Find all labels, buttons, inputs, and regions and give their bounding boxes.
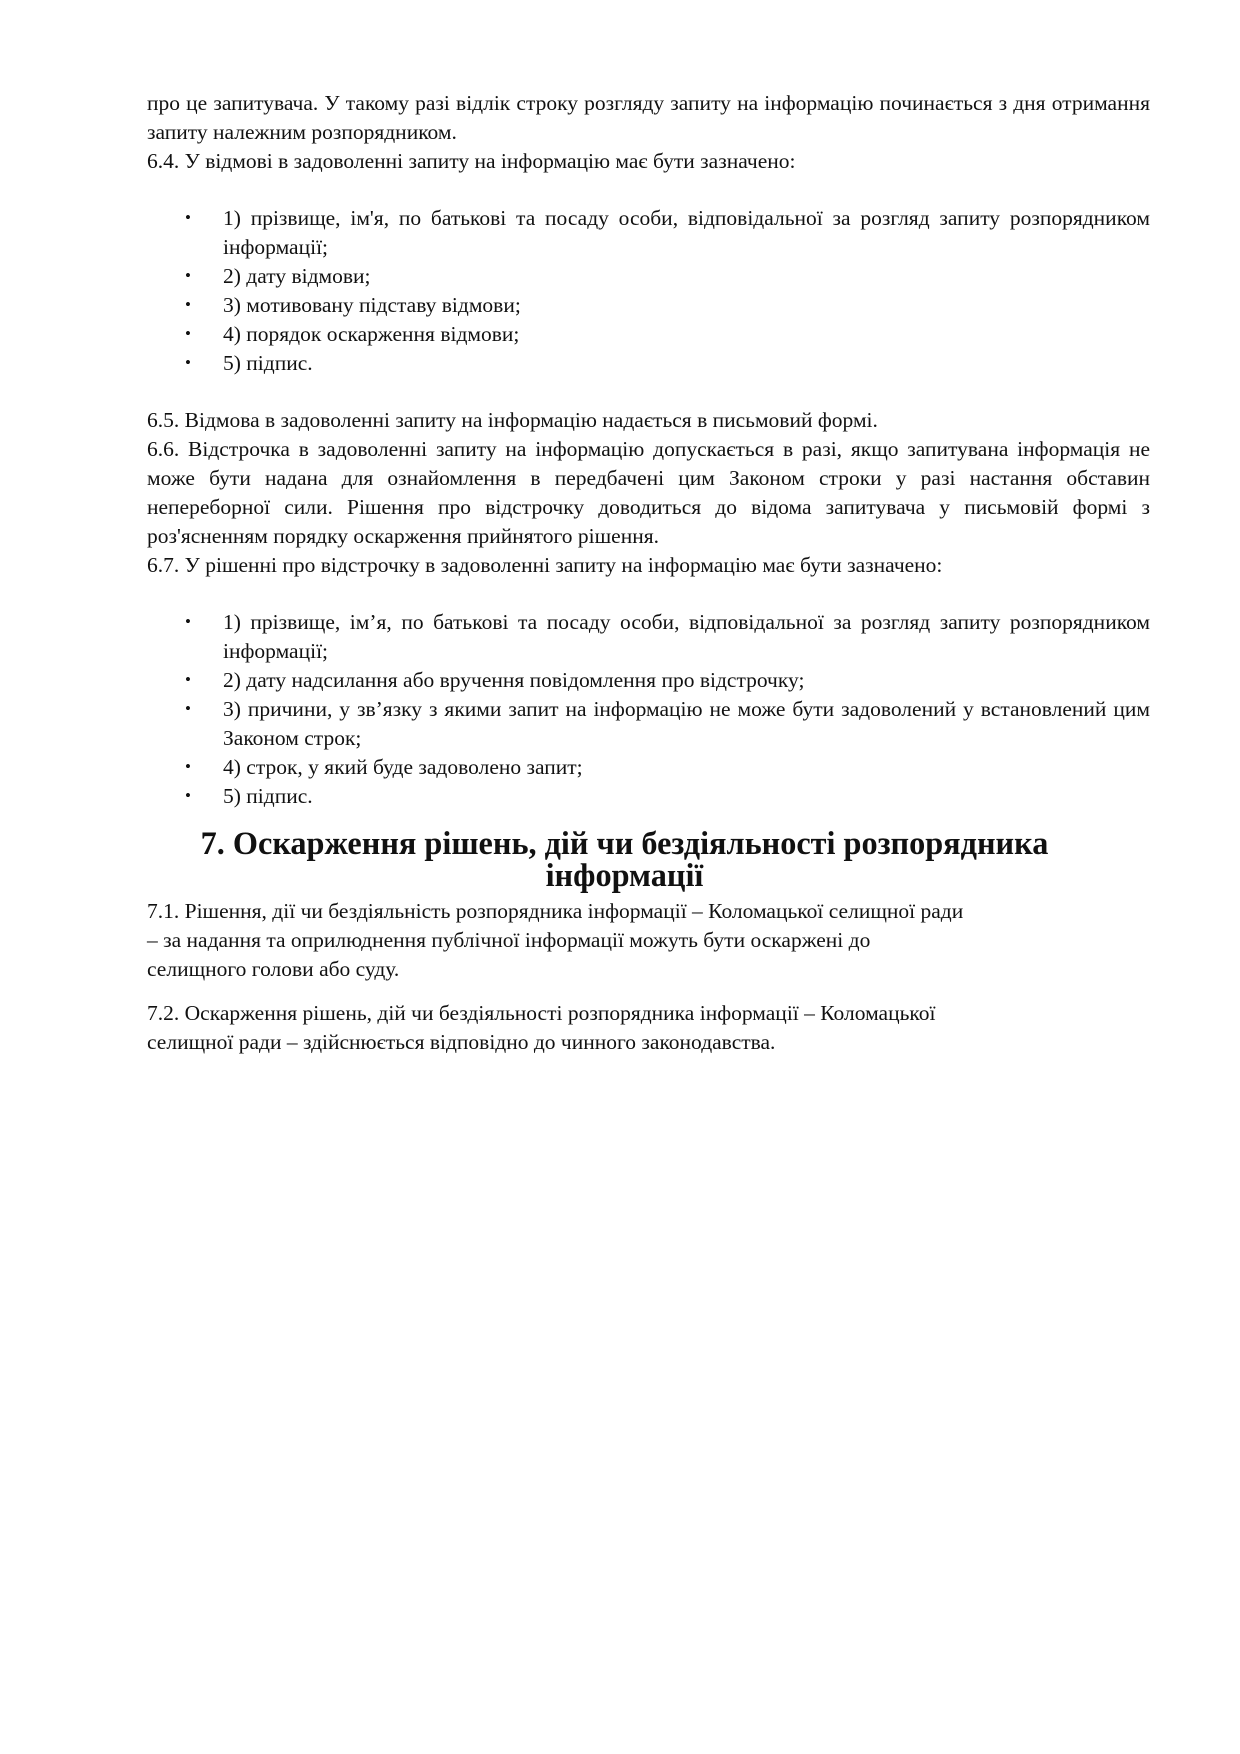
- list-item: • 1) прізвище, ім’я, по батькові та посаду особи, відповідальної за розгляд запиту розпорядником інформації;: [185, 610, 1150, 663]
- list-item: • 5) підпис.: [147, 349, 1150, 378]
- bullet-icon: •: [185, 756, 191, 776]
- bullet-icon: •: [185, 208, 191, 228]
- spacer: [147, 580, 1150, 609]
- list-item: • 4) строк, у який буде задоволено запит;: [147, 753, 1150, 782]
- deferral-requirements-list: [147, 608, 1150, 810]
- bullet-icon: •: [185, 323, 191, 343]
- section-7-heading: 7. Оскарження рішень, дій чи бездіяльності розпорядника інформації: [200, 825, 1049, 894]
- bullet-icon: •: [185, 266, 191, 286]
- document-page: [147, 89, 1150, 1057]
- section-7-2-paragraph: 7.2. Оскарження рішень, дій чи бездіяльності розпорядника інформації – Коломацької селищної ради – здійснюється відповідно до чинного законодавства.: [147, 1001, 936, 1055]
- section-6-5-paragraph: 6.5. Відмова в задоволенні запиту на інформацію надається в письмовий формі.: [147, 408, 878, 433]
- bullet-icon: •: [185, 669, 191, 689]
- spacer: [147, 378, 1150, 407]
- list-item: • 1) прізвище, ім'я, по батькові та посаду особи, відповідальної за розгляд запиту розпорядником інформації;: [185, 206, 1150, 260]
- bullet-icon: •: [185, 612, 191, 632]
- list-item: • 2) дату надсилання або вручення повідомлення про відстрочку;: [147, 666, 1150, 695]
- bullet-icon: •: [185, 294, 191, 314]
- refusal-requirements-list: [147, 204, 1150, 377]
- bullet-icon: •: [185, 698, 191, 718]
- section-6-4-paragraph: 6.4. У відмові в задоволенні запиту на інформацію має бути зазначено:: [147, 148, 796, 173]
- list-item: • 5) підпис.: [147, 782, 1150, 811]
- list-item: • 4) порядок оскарження відмови;: [147, 320, 1150, 349]
- spacer: [147, 176, 1150, 205]
- spacer: [147, 810, 1150, 825]
- section-6-7-paragraph: 6.7. У рішенні про відстрочку в задоволенні запиту на інформацію має бути зазначено:: [147, 552, 943, 577]
- section-7-1-paragraph: 7.1. Рішення, дії чи бездіяльність розпорядника інформації – Коломацької селищної ради – за надання та оприлюднення публічної інформації можуть бути оскаржені до селищного голови або суду.: [147, 899, 964, 982]
- list-item: • 2) дату відмови;: [147, 262, 1150, 291]
- intro-paragraph: про це запитувача. У такому разі відлік строку розгляду запиту на інформацію починається з дня отримання запиту належним розпорядником.: [147, 91, 1150, 144]
- bullet-icon: •: [185, 785, 191, 805]
- bullet-icon: •: [185, 352, 191, 372]
- section-6-6-paragraph: 6.6. Відстрочка в задоволенні запиту на інформацію допускається в разі, якщо запитувана інформація не може бути надана для ознайомлення в передбачені цим Законом строки у разі настання обставин непереборної сили. Рішення про відстрочку доводиться до відома запитувача у письмовій формі з роз'ясненням порядку оскарження прийнятого рішення.: [147, 437, 1150, 548]
- spacer: [147, 984, 1150, 999]
- list-item: • 3) мотивовану підставу відмови;: [147, 291, 1150, 320]
- list-item: • 3) причини, у зв’язку з якими запит на інформацію не може бути задоволений у встановлений цим Законом строк;: [185, 696, 1150, 750]
